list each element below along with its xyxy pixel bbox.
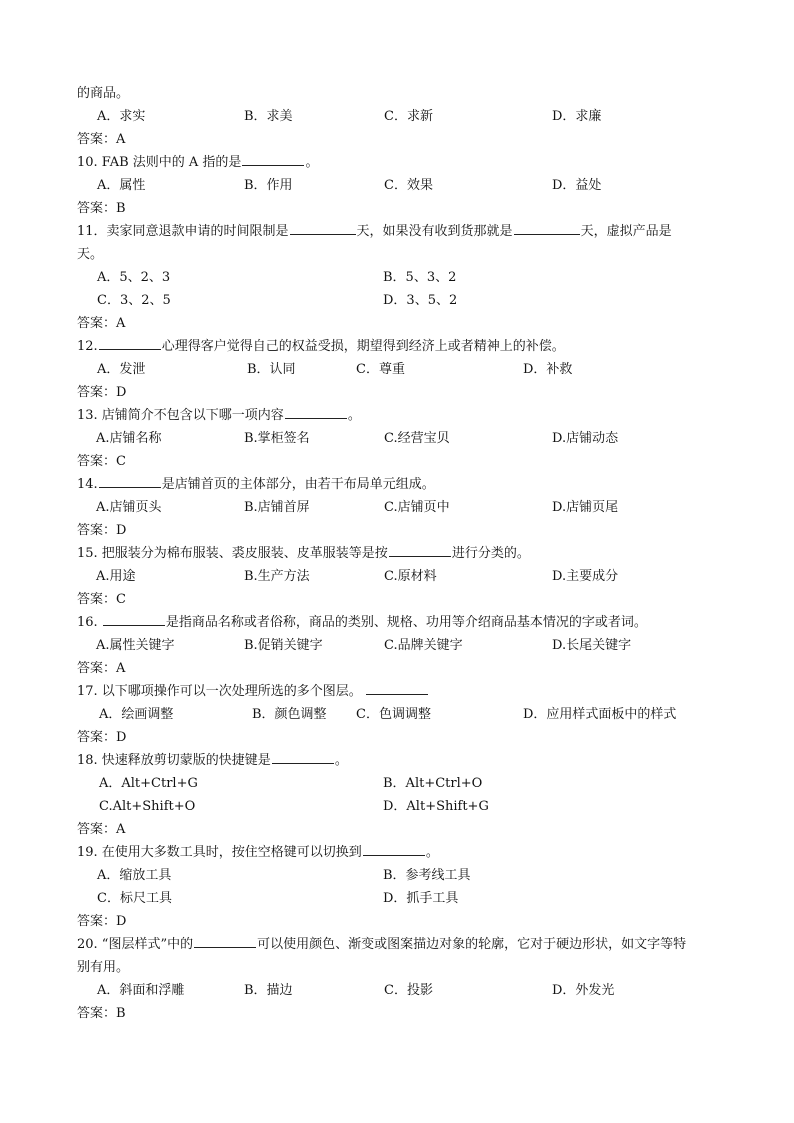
question-text-end: 。 bbox=[334, 753, 348, 768]
option-d: D．外发光 bbox=[552, 983, 615, 998]
option-d: D.长尾关键字 bbox=[552, 638, 632, 653]
question-9-tail: 的商品。 bbox=[77, 86, 130, 101]
answer-line: 答案：B bbox=[77, 1006, 126, 1021]
question-19-options bbox=[77, 864, 727, 887]
question-20 bbox=[77, 933, 727, 956]
question-text: 18. 快速释放剪切蒙版的快捷键是 bbox=[77, 753, 271, 768]
question-text-end: 。 bbox=[305, 155, 319, 170]
answer-blank bbox=[194, 934, 256, 948]
option-d: D．抓手工具 bbox=[383, 891, 459, 906]
answer-blank bbox=[514, 221, 580, 235]
answer-blank bbox=[290, 221, 356, 235]
option-d: D．3、5、2 bbox=[383, 293, 458, 308]
answer-blank bbox=[272, 750, 334, 764]
question-text: 12. bbox=[77, 339, 98, 354]
question-11-cont: 天。 bbox=[77, 247, 104, 262]
question-16-options bbox=[77, 634, 727, 657]
answer-blank bbox=[366, 681, 428, 695]
answer-line: 答案：A bbox=[77, 132, 126, 147]
question-text: 11．卖家同意退款申请的时间限制是 bbox=[77, 224, 289, 239]
option-d: D．应用样式面板中的样式 bbox=[523, 707, 677, 722]
option-a: A．缩放工具 bbox=[97, 868, 172, 883]
option-a: A.属性关键字 bbox=[96, 638, 175, 653]
answer-blank bbox=[99, 336, 161, 350]
answer-line: 答案：D bbox=[77, 914, 127, 929]
option-c: C.品牌关键字 bbox=[384, 638, 463, 653]
question-18-options bbox=[77, 772, 727, 795]
option-a: A．绘画调整 bbox=[99, 707, 174, 722]
question-text-end: 进行分类的。 bbox=[451, 546, 530, 561]
answer-line: 答案：C bbox=[77, 454, 126, 469]
answer-line: 答案：D bbox=[77, 523, 127, 538]
question-13 bbox=[77, 404, 727, 427]
question-14 bbox=[77, 473, 727, 496]
question-text-end: 是店铺首页的主体部分，由若干布局单元组成。 bbox=[161, 477, 435, 492]
question-16 bbox=[77, 611, 727, 634]
question-15-options bbox=[77, 565, 727, 588]
answer-blank bbox=[99, 474, 161, 488]
option-b: B．颜色调整 bbox=[252, 707, 327, 722]
question-text-end: 可以使用颜色、渐变或图案描边对象的轮廓，它对于硬边形状，如文字等特 bbox=[257, 937, 687, 952]
answer-line: 答案：A bbox=[77, 316, 126, 331]
question-10 bbox=[77, 151, 727, 174]
question-19-options bbox=[77, 887, 727, 910]
question-text: 16. bbox=[77, 615, 98, 630]
question-14-options bbox=[77, 496, 727, 519]
question-9-options bbox=[77, 105, 727, 128]
option-b: B.店铺首屏 bbox=[244, 500, 310, 515]
question-text: 17. 以下哪项操作可以一次处理所选的多个图层。 bbox=[77, 684, 362, 699]
option-b: B.掌柜签名 bbox=[244, 431, 310, 446]
option-d: D．Alt+Shift+G bbox=[383, 799, 489, 814]
answer-blank bbox=[285, 405, 347, 419]
answer-line: 答案：D bbox=[77, 730, 127, 745]
question-13-options bbox=[77, 427, 727, 450]
question-text: 19. 在使用大多数工具时，按住空格键可以切换到 bbox=[77, 845, 362, 860]
option-c: C．投影 bbox=[384, 983, 433, 998]
option-d: D．求廉 bbox=[552, 109, 602, 124]
option-b: B.促销关键字 bbox=[244, 638, 323, 653]
option-b: B.生产方法 bbox=[244, 569, 310, 584]
question-text: 10. FAB 法则中的 A 指的是 bbox=[77, 155, 242, 170]
question-19 bbox=[77, 841, 727, 864]
answer-line: 答案：A bbox=[77, 822, 126, 837]
option-d: D.主要成分 bbox=[552, 569, 619, 584]
option-b: B．Alt+Ctrl+O bbox=[383, 776, 483, 791]
option-d: D.店铺页尾 bbox=[552, 500, 619, 515]
question-text: 14. bbox=[77, 477, 98, 492]
option-b: B．参考线工具 bbox=[383, 868, 471, 883]
option-b: B．认同 bbox=[247, 362, 296, 377]
option-d: D．补救 bbox=[523, 362, 573, 377]
question-11-options bbox=[77, 289, 727, 312]
question-text-mid: 天，虚拟产品是 bbox=[580, 224, 672, 239]
option-c: C.店铺页中 bbox=[384, 500, 450, 515]
question-text: 13. 店铺简介不包含以下哪一项内容 bbox=[77, 408, 284, 423]
question-11 bbox=[77, 220, 727, 243]
option-c: C．标尺工具 bbox=[97, 891, 172, 906]
option-d: D．益处 bbox=[552, 178, 602, 193]
option-a: A．5、2、3 bbox=[97, 270, 171, 285]
option-c: C．求新 bbox=[384, 109, 433, 124]
answer-blank bbox=[242, 152, 304, 166]
question-text-end: 是指商品名称或者俗称，商品的类别、规格、功用等介绍商品基本情况的字或者词。 bbox=[165, 615, 647, 630]
question-18 bbox=[77, 749, 727, 772]
answer-blank bbox=[103, 612, 165, 626]
option-c: C.经营宝贝 bbox=[384, 431, 450, 446]
option-c: C．3、2、5 bbox=[97, 293, 171, 308]
question-18-options bbox=[77, 795, 727, 818]
option-c: C．尊重 bbox=[356, 362, 405, 377]
question-text-end: 。 bbox=[425, 845, 439, 860]
option-b: B．作用 bbox=[244, 178, 293, 193]
question-20-options bbox=[77, 979, 727, 1002]
option-a: A．斜面和浮雕 bbox=[97, 983, 185, 998]
question-20-cont: 别有用。 bbox=[77, 960, 130, 975]
option-a: A．属性 bbox=[97, 178, 146, 193]
answer-line: 答案：C bbox=[77, 592, 126, 607]
question-text-end: 。 bbox=[347, 408, 361, 423]
option-a: A.用途 bbox=[96, 569, 136, 584]
question-text-mid: 天，如果没有收到货那就是 bbox=[356, 224, 513, 239]
answer-line: 答案：B bbox=[77, 201, 126, 216]
option-a: A．发泄 bbox=[97, 362, 146, 377]
answer-line: 答案：A bbox=[77, 661, 126, 676]
option-b: B．描边 bbox=[244, 983, 293, 998]
question-11-options bbox=[77, 266, 727, 289]
question-12-options bbox=[77, 358, 727, 381]
question-17 bbox=[77, 680, 727, 703]
option-b: B．5、3、2 bbox=[383, 270, 457, 285]
answer-line: 答案：D bbox=[77, 385, 127, 400]
question-17-options bbox=[77, 703, 727, 726]
option-c: C．色调调整 bbox=[356, 707, 431, 722]
answer-blank bbox=[389, 543, 451, 557]
question-15 bbox=[77, 542, 727, 565]
option-a: A．Alt+Ctrl+G bbox=[99, 776, 198, 791]
question-text: 20. “图层样式”中的 bbox=[77, 937, 194, 952]
option-d: D.店铺动态 bbox=[552, 431, 619, 446]
option-c: C．效果 bbox=[384, 178, 433, 193]
option-a: A.店铺页头 bbox=[96, 500, 162, 515]
option-a: A.店铺名称 bbox=[96, 431, 162, 446]
question-10-options bbox=[77, 174, 727, 197]
option-c: C.原材料 bbox=[384, 569, 437, 584]
question-text-end: 心理得客户觉得自己的权益受损，期望得到经济上或者精神上的补偿。 bbox=[161, 339, 565, 354]
option-a: A．求实 bbox=[97, 109, 146, 124]
option-c: C.Alt+Shift+O bbox=[99, 799, 196, 814]
question-document bbox=[77, 82, 727, 1025]
question-text: 15. 把服装分为棉布服装、裘皮服装、皮革服装等是按 bbox=[77, 546, 388, 561]
question-12 bbox=[77, 335, 727, 358]
answer-blank bbox=[363, 842, 425, 856]
option-b: B．求美 bbox=[244, 109, 293, 124]
